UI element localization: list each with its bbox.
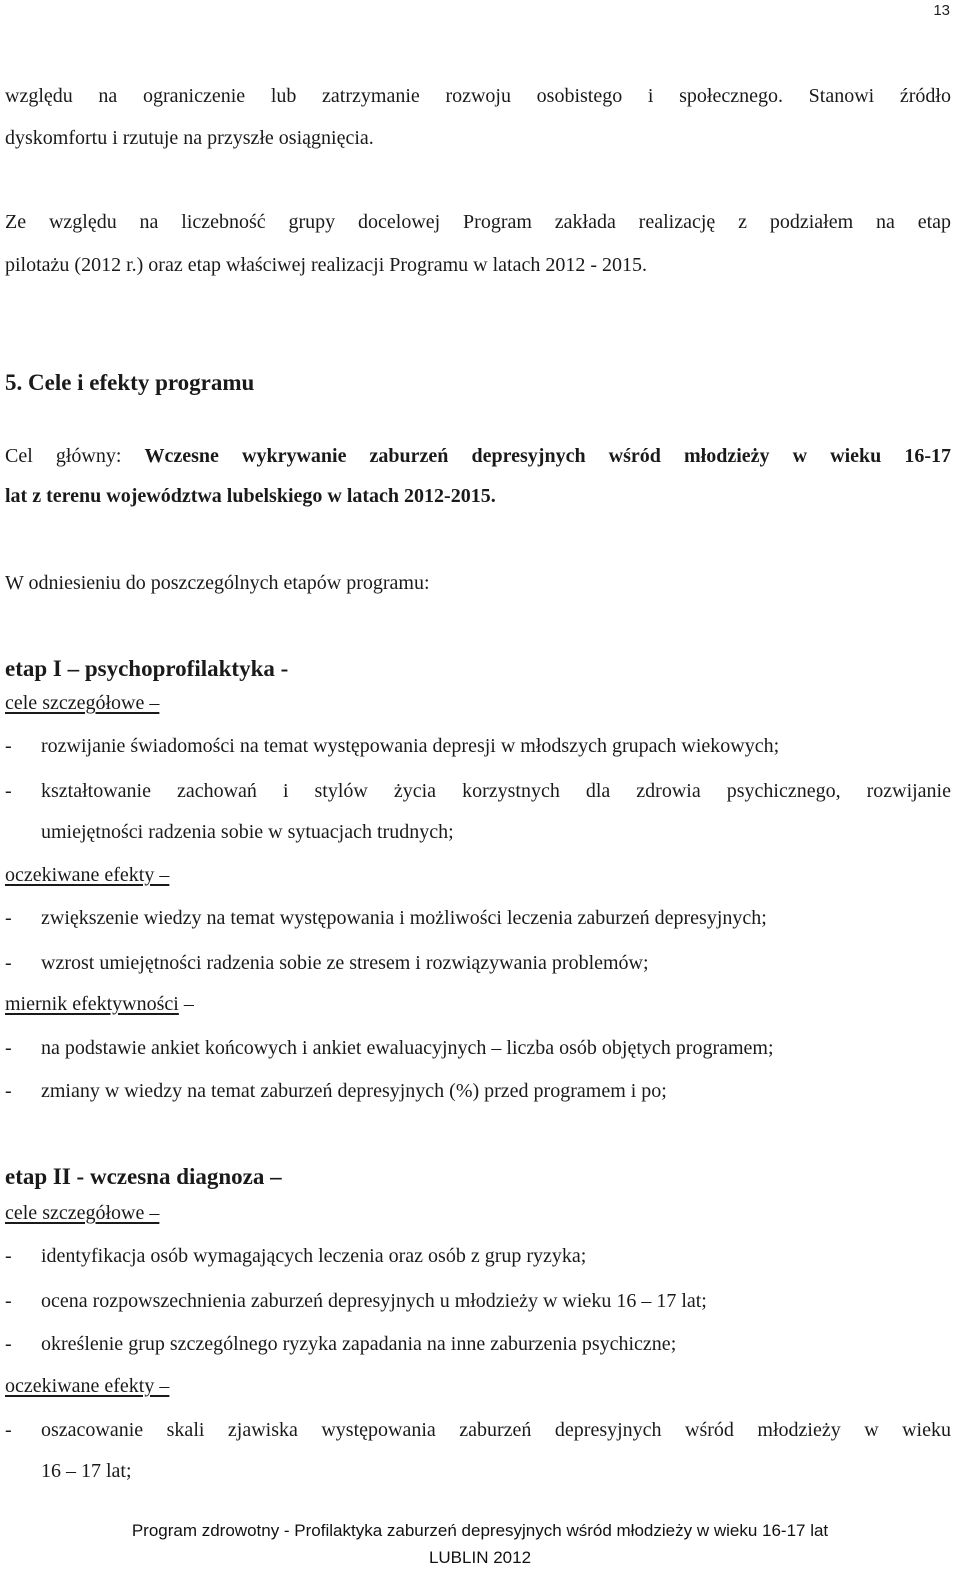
section-title: 5. Cele i efekty programu bbox=[5, 370, 255, 395]
stage-1-goal-2-line-2: umiejętności radzenia sobie w sytuacjach trudnych; bbox=[41, 821, 454, 843]
stage-1-effect-2: wzrost umiejętności radzenia sobie ze stresem i rozwiązywania problemów; bbox=[41, 952, 649, 974]
footer-line-1: Program zdrowotny - Profilaktyka zaburzeń depresyjnych wśród młodzieży w wieku 16-17 lat bbox=[131, 1521, 829, 1540]
bullet-dash: - bbox=[5, 907, 12, 929]
intro-paragraph-2-line-1: Ze względu na liczebność grupy docelowej Program zakłada realizację z podziałem na etap bbox=[5, 211, 951, 233]
stage-2-goal-2: ocena rozpowszechnienia zaburzeń depresyjnych u młodzieży w wieku 16 – 17 lat; bbox=[41, 1290, 707, 1312]
stage-2-goal-1: identyfikacja osób wymagających leczenia oraz osób z grup ryzyka; bbox=[41, 1245, 587, 1267]
bullet-dash: - bbox=[5, 1333, 12, 1355]
stage-1-measure-2: zmiany w wiedzy na temat zaburzeń depresyjnych (%) przed programem i po; bbox=[41, 1080, 667, 1102]
stage-1-goal-2-line-1: kształtowanie zachowań i stylów życia korzystnych dla zdrowia psychicznego, rozwijanie bbox=[41, 780, 951, 802]
bullet-dash: - bbox=[5, 1290, 12, 1312]
bullet-dash: - bbox=[5, 1245, 12, 1267]
stages-intro: W odniesieniu do poszczególnych etapów programu: bbox=[5, 572, 430, 594]
footer-line-2: LUBLIN 2012 bbox=[428, 1548, 532, 1567]
stage-1-measure-1: na podstawie ankiet końcowych i ankiet ewaluacyjnych – liczba osób objętych programem; bbox=[41, 1037, 774, 1059]
intro-paragraph-2-line-2: pilotażu (2012 r.) oraz etap właściwej realizacji Programu w latach 2012 - 2015. bbox=[5, 254, 647, 276]
intro-paragraph-1-line-2: dyskomfortu i rzutuje na przyszłe osiągnięcia. bbox=[5, 127, 374, 149]
main-goal-line-1 bbox=[5, 446, 951, 466]
stage-1-goals-label: cele szczegółowe – bbox=[5, 692, 160, 714]
stage-1-title: etap I – psychoprofilaktyka - bbox=[5, 656, 289, 681]
stage-1-measure-heading bbox=[5, 994, 194, 1014]
stage-2-effects-label: oczekiwane efekty – bbox=[5, 1375, 170, 1397]
main-goal-line-2 bbox=[5, 486, 951, 506]
main-goal-text: Wczesne wykrywanie zaburzeń depresyjnych wśród młodzieży w wieku 16-17 bbox=[144, 445, 951, 467]
bullet-dash: - bbox=[5, 780, 12, 802]
bullet-dash: - bbox=[5, 735, 12, 757]
main-goal-text-2: lat z terenu województwa lubelskiego w latach 2012-2015. bbox=[5, 485, 496, 507]
bullet-dash: - bbox=[5, 1037, 12, 1059]
stage-1-measure-label: miernik efektywności bbox=[5, 993, 179, 1015]
stage-1-measure-dash: – bbox=[178, 993, 194, 1015]
stage-2-goals-label: cele szczegółowe – bbox=[5, 1202, 160, 1224]
stage-1-goal-1: rozwijanie świadomości na temat występowania depresji w młodszych grupach wiekowych; bbox=[41, 735, 780, 757]
bullet-dash: - bbox=[5, 1080, 12, 1102]
intro-paragraph-1-line-1: względu na ograniczenie lub zatrzymanie rozwoju osobistego i społecznego. Stanowi źródło bbox=[5, 85, 951, 107]
stage-2-effect-1-line-1: oszacowanie skali zjawiska występowania zaburzeń depresyjnych wśród młodzieży w wieku bbox=[41, 1419, 951, 1441]
page-number: 13 bbox=[933, 2, 950, 19]
bullet-dash: - bbox=[5, 1419, 12, 1441]
stage-2-title: etap II - wczesna diagnoza – bbox=[5, 1164, 282, 1189]
stage-1-effect-1: zwiększenie wiedzy na temat występowania i możliwości leczenia zaburzeń depresyjnych; bbox=[41, 907, 767, 929]
main-goal-label: Cel główny: bbox=[5, 445, 145, 467]
bullet-dash: - bbox=[5, 952, 12, 974]
stage-2-effect-1-line-2: 16 – 17 lat; bbox=[41, 1460, 132, 1482]
stage-2-goal-3: określenie grup szczególnego ryzyka zapadania na inne zaburzenia psychiczne; bbox=[41, 1333, 677, 1355]
stage-1-effects-label: oczekiwane efekty – bbox=[5, 864, 170, 886]
